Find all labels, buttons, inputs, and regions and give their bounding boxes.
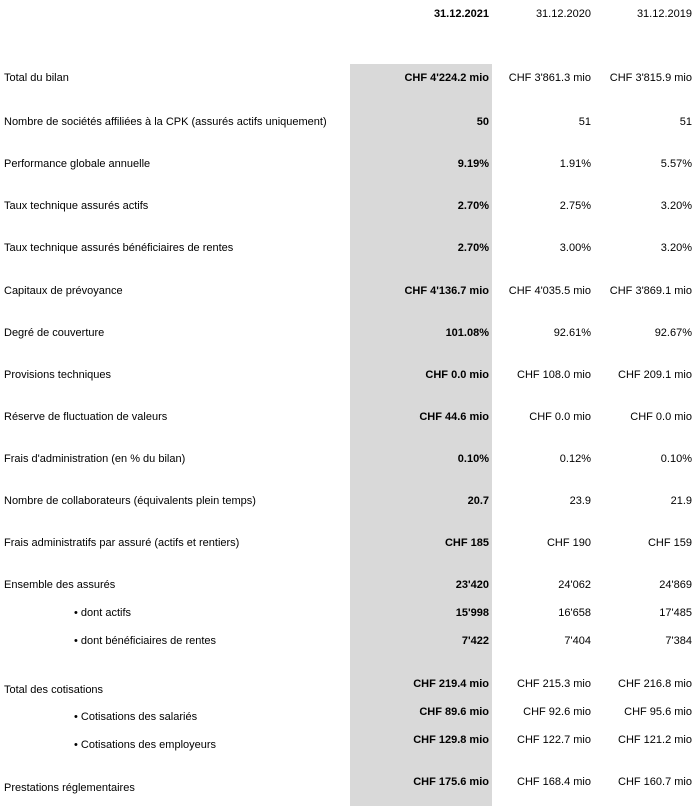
value-2021: 23'420 <box>455 579 489 591</box>
table-row <box>0 634 697 648</box>
value-2019: CHF 121.2 mio <box>618 734 692 746</box>
table-row <box>0 536 697 550</box>
table-row <box>0 241 697 255</box>
table-row <box>0 677 697 696</box>
table-row <box>0 326 697 340</box>
row-label: Nombre de sociétés affiliées à la CPK (assurés actifs uniquement) <box>4 116 327 128</box>
value-2021: CHF 89.6 mio <box>419 706 489 718</box>
table-row <box>0 733 697 751</box>
row-label: • dont bénéficiaires de rentes <box>74 635 217 647</box>
value-2019: CHF 216.8 mio <box>618 678 692 690</box>
value-2020: 0.12% <box>559 453 591 465</box>
value-2019: CHF 159 <box>647 537 692 549</box>
value-2021: CHF 129.8 mio <box>413 734 489 746</box>
value-2020: 2.75% <box>559 200 591 212</box>
value-2021: 101.08% <box>445 327 489 339</box>
value-2019: 5.57% <box>660 158 692 170</box>
value-2019: 92.67% <box>654 327 692 339</box>
value-2020: 16'658 <box>558 607 591 619</box>
row-label: Taux technique assurés actifs <box>4 200 149 212</box>
row-label: Total du bilan <box>4 72 69 84</box>
column-header-2019: 31.12.2019 <box>636 8 692 20</box>
value-2021: CHF 0.0 mio <box>425 369 489 381</box>
table-row <box>0 71 697 85</box>
value-2021: 7'422 <box>461 635 489 647</box>
row-label: Frais d'administration (en % du bilan) <box>4 453 186 465</box>
table-row <box>0 606 697 620</box>
row-label: Provisions techniques <box>4 369 112 381</box>
value-2021: CHF 175.6 mio <box>413 776 489 788</box>
value-2021: 2.70% <box>457 242 489 254</box>
value-2021: 20.7 <box>467 495 489 507</box>
row-label: Performance globale annuelle <box>4 158 151 170</box>
value-2020: CHF 0.0 mio <box>529 411 591 423</box>
value-2021: 0.10% <box>457 453 489 465</box>
value-2020: 23.9 <box>569 495 591 507</box>
row-label: Nombre de collaborateurs (équivalents plein temps) <box>4 495 256 507</box>
table-row <box>0 199 697 213</box>
value-2019: 21.9 <box>670 495 692 507</box>
value-2019: CHF 209.1 mio <box>618 369 692 381</box>
value-2020: 51 <box>578 116 591 128</box>
row-label: Total des cotisations <box>4 684 104 696</box>
table-row <box>0 157 697 171</box>
value-2020: CHF 108.0 mio <box>517 369 591 381</box>
column-header-2021: 31.12.2021 <box>433 8 489 20</box>
table-row <box>0 115 697 129</box>
value-2020: CHF 92.6 mio <box>523 706 591 718</box>
value-2020: CHF 122.7 mio <box>517 734 591 746</box>
value-2020: CHF 215.3 mio <box>517 678 591 690</box>
value-2019: 17'485 <box>659 607 692 619</box>
row-label: Prestations réglementaires <box>4 782 135 794</box>
value-2021: 50 <box>476 116 489 128</box>
value-2019: CHF 3'869.1 mio <box>609 285 692 297</box>
row-label: Capitaux de prévoyance <box>4 285 123 297</box>
highlight-column-2021 <box>350 64 492 806</box>
table-row <box>0 368 697 382</box>
value-2020: CHF 4'035.5 mio <box>508 285 591 297</box>
value-2019: 24'869 <box>659 579 692 591</box>
value-2020: CHF 190 <box>546 537 591 549</box>
value-2021: CHF 185 <box>444 537 489 549</box>
column-header-2020: 31.12.2020 <box>535 8 591 20</box>
value-2021: 9.19% <box>457 158 489 170</box>
value-2019: 7'384 <box>665 635 692 647</box>
value-2020: 3.00% <box>559 242 591 254</box>
row-label: Réserve de fluctuation de valeurs <box>4 411 168 423</box>
value-2021: 15'998 <box>455 607 489 619</box>
value-2021: CHF 4'136.7 mio <box>404 285 489 297</box>
row-label: Degré de couverture <box>4 327 105 339</box>
value-2019: CHF 3'815.9 mio <box>609 72 692 84</box>
value-2020: CHF 3'861.3 mio <box>508 72 591 84</box>
row-label: Frais administratifs par assuré (actifs et rentiers) <box>4 537 240 549</box>
value-2019: CHF 0.0 mio <box>630 411 692 423</box>
value-2019: CHF 95.6 mio <box>624 706 692 718</box>
value-2021: CHF 219.4 mio <box>413 678 489 690</box>
value-2019: CHF 160.7 mio <box>618 776 692 788</box>
value-2019: 3.20% <box>660 200 692 212</box>
value-2021: 2.70% <box>457 200 489 212</box>
row-label: • Cotisations des employeurs <box>74 739 217 751</box>
table-row <box>0 494 697 508</box>
table-row <box>0 705 697 723</box>
value-2021: CHF 4'224.2 mio <box>404 72 489 84</box>
table-row <box>0 452 697 466</box>
row-label: • dont actifs <box>74 607 132 619</box>
table-row <box>0 410 697 424</box>
value-2020: 92.61% <box>553 327 591 339</box>
value-2021: CHF 44.6 mio <box>419 411 489 423</box>
row-label: Ensemble des assurés <box>4 579 116 591</box>
table-row <box>0 775 697 794</box>
table-row <box>0 578 697 592</box>
value-2020: 1.91% <box>559 158 591 170</box>
value-2019: 3.20% <box>660 242 692 254</box>
value-2019: 0.10% <box>660 453 692 465</box>
table-row <box>0 284 697 298</box>
value-2020: 24'062 <box>558 579 591 591</box>
row-label: • Cotisations des salariés <box>74 711 198 723</box>
value-2020: CHF 168.4 mio <box>517 776 591 788</box>
value-2019: 51 <box>679 116 692 128</box>
row-label: Taux technique assurés bénéficiaires de rentes <box>4 242 234 254</box>
value-2020: 7'404 <box>564 635 591 647</box>
